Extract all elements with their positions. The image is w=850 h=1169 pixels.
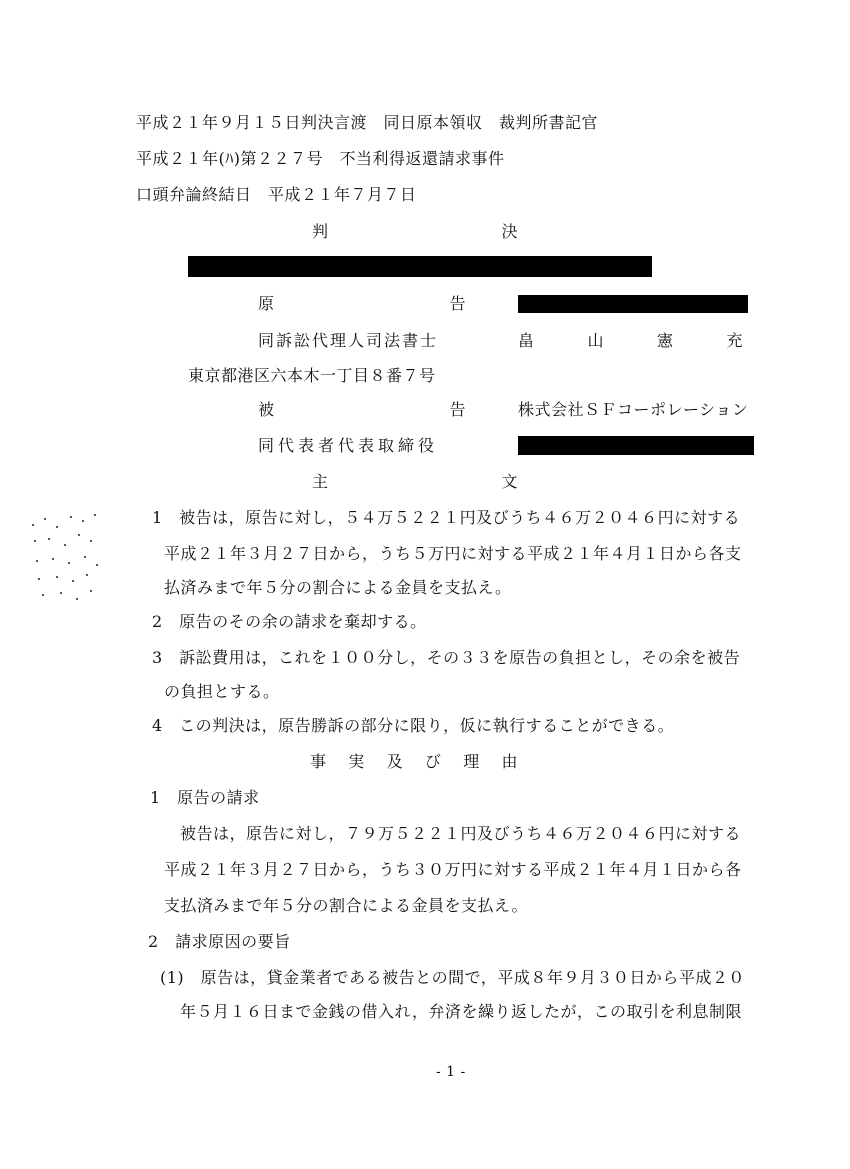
reasons-line: 支払済みまで年５分の割合による金員を支払え。 — [164, 896, 528, 915]
reasons-heading-char: 事 — [310, 752, 327, 771]
main-text-heading — [312, 472, 518, 492]
redaction-bar — [518, 436, 754, 455]
main-text-line: の負担とする。 — [164, 682, 280, 701]
main-text-heading-char: 文 — [501, 472, 518, 491]
page-number: - 1 - — [436, 1064, 466, 1080]
judgment-heading-char: 決 — [501, 222, 518, 241]
agent-name-char: 山 — [587, 331, 604, 350]
case-header-line-2: 平成２１年(ﾊ)第２２７号 不当利得返還請求事件 — [136, 149, 505, 168]
case-header-line-3: 口頭弁論終結日 平成２１年７月７日 — [136, 185, 417, 204]
agent-name — [518, 331, 743, 351]
main-text-line: 平成２１年３月２７日から，うち５万円に対する平成２１年４月１日から各支 — [164, 544, 742, 563]
reasons-heading-char: 実 — [348, 752, 365, 771]
agent-name-char: 畠 — [518, 331, 535, 350]
main-text-line: 4 この判決は，原告勝訴の部分に限り，仮に執行することができる。 — [152, 716, 675, 735]
reasons-line: (1) 原告は，貸金業者である被告との間で，平成８年９月３０日から平成２０ — [160, 968, 745, 987]
defendant-address: 東京都港区六本木一丁目８番７号 — [188, 366, 436, 385]
main-text-line: 払済みまで年５分の割合による金員を支払え。 — [164, 578, 512, 597]
main-text-line: 3 訴訟費用は，これを１００分し，その３３を原告の負担とし，その余を被告 — [152, 648, 741, 667]
main-text-heading-char: 主 — [312, 472, 329, 491]
reasons-line: 2 請求原因の要旨 — [148, 932, 291, 951]
defendant-label — [258, 400, 466, 420]
reasons-heading-char: び — [424, 752, 442, 771]
agent-name-char: 憲 — [656, 331, 674, 350]
defendant-name: 株式会社ＳＦコーポレーション — [518, 400, 749, 419]
reasons-heading-char: 及 — [386, 752, 404, 771]
main-text-line: 1 被告は，原告に対し，５４万５２２１円及びうち４６万２０４６円に対する — [152, 508, 741, 527]
reasons-heading — [310, 752, 518, 772]
agent-label: 同訴訟代理人司法書士 — [258, 331, 439, 350]
representative-label: 同代表者代表取締役 — [258, 436, 439, 455]
case-header-line-1: 平成２１年９月１５日判決言渡 同日原本領収 裁判所書記官 — [136, 113, 599, 132]
plaintiff-label-char: 告 — [449, 294, 466, 313]
reasons-line: 被告は，原告に対し，７９万５２２１円及びうち４６万２０４６円に対する — [180, 824, 742, 843]
reasons-line: 平成２１年３月２７日から，うち３０万円に対する平成２１年４月１日から各 — [164, 860, 742, 879]
plaintiff-label — [258, 294, 466, 314]
reasons-line: 年５月１６日まで金銭の借入れ，弁済を繰り返したが，この取引を利息制限 — [180, 1002, 742, 1021]
plaintiff-label-char: 原 — [258, 294, 275, 313]
judgment-heading-char: 判 — [312, 222, 329, 241]
agent-name-char: 充 — [726, 331, 743, 350]
main-text-line: 2 原告のその余の請求を棄却する。 — [152, 612, 427, 631]
reasons-heading-char: 由 — [501, 752, 518, 771]
scan-speckle-dots — [30, 510, 110, 605]
judgment-heading — [312, 222, 518, 242]
defendant-label-char: 告 — [449, 400, 466, 419]
defendant-label-char: 被 — [258, 400, 275, 419]
redaction-bar — [518, 295, 748, 313]
redaction-bar — [188, 256, 652, 277]
reasons-line: 1 原告の請求 — [150, 788, 260, 807]
reasons-heading-char: 理 — [463, 752, 480, 771]
